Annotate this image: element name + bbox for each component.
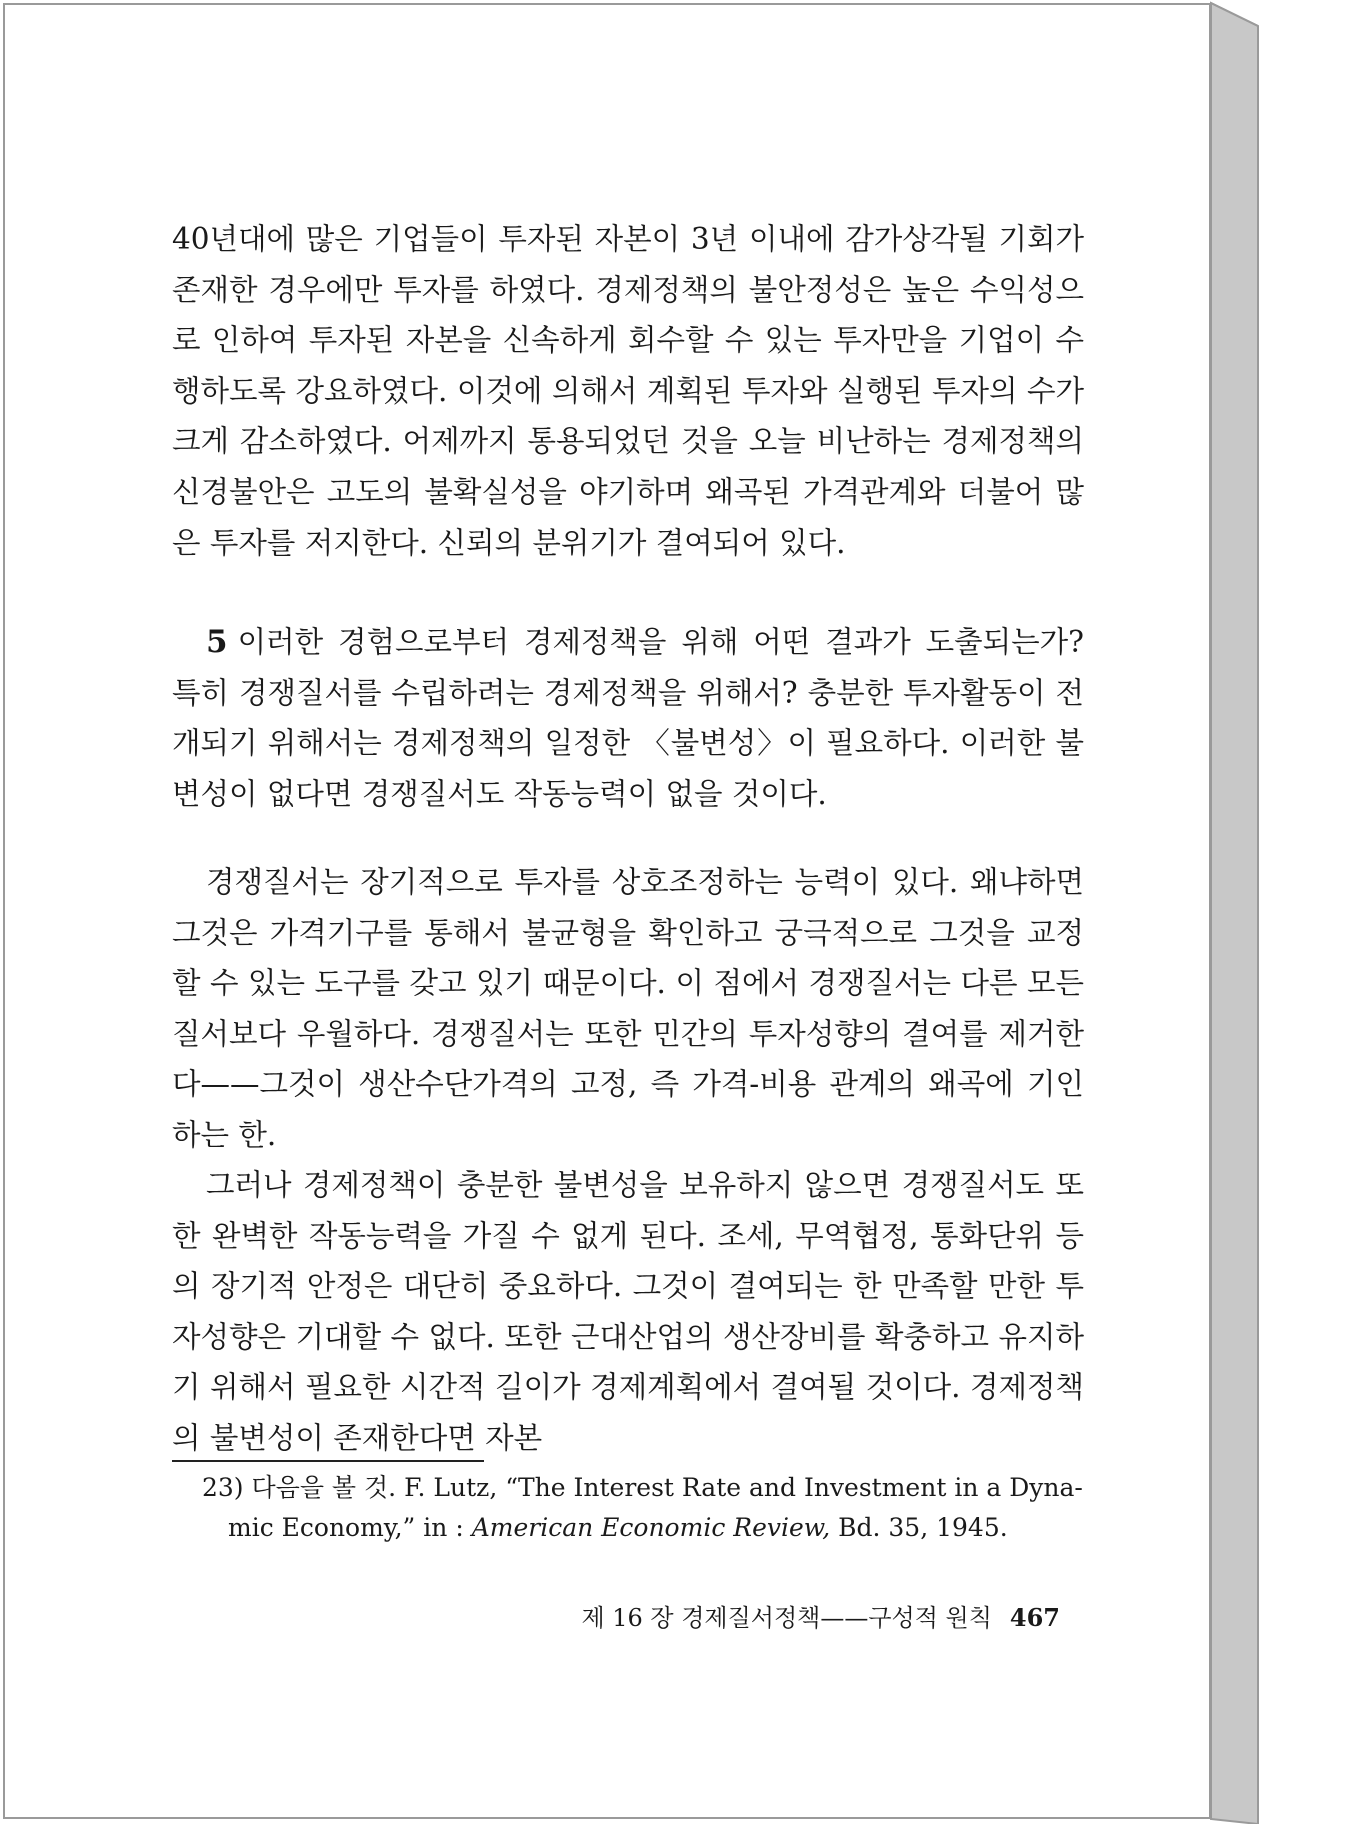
footnote-continuation — [202, 1508, 1084, 1548]
page-number: 467 — [1009, 1603, 1060, 1632]
paragraph-1: 40년대에 많은 기업들이 투자된 자본이 3년 이내에 감가상각될 기회가 존재한 경우에만 투자를 하였다. 경제정책의 불안정성은 높은 수익성으로 인하여 투자된 자본을 신속하게 회수할 수 있는 투자만을 기업이 수행하도록 강요하였다. 이것에 의해서 계획된 투자와 실행된 투자의 수가 크게 감소하였다. 어제까지 통용되었던 것을 오늘 비난하는 경제정책의 신경불안은 고도의 불확실성을 야기하며 왜곡된 가격관계와 더불어 많은 투자를 저지한다. 신뢰의 분위기가 결여되어 있다. — [172, 222, 1084, 560]
paragraph-2-text: 이러한 경험으로부터 경제정책을 위해 어떤 결과가 도출되는가? 특히 경쟁질서를 수립하려는 경제정책을 위해서? 충분한 투자활동이 전개되기 위해서는 경제정책의 일정한 〈불변성〉이 필요하다. 이러한 불변성이 없다면 경쟁질서도 작동능력이 없을 것이다. — [172, 625, 1084, 811]
paragraph-2 — [172, 617, 1084, 819]
paragraph-4: 그러나 경제정책이 충분한 불변성을 보유하지 않으면 경쟁질서도 또한 완벽한 작동능력을 가질 수 없게 된다. 조세, 무역협정, 통화단위 등의 장기적 안정은 대단히 중요하다. 그것이 결여되는 한 만족할 만한 투자성향은 기대할 수 없다. 또한 근대산업의 생산장비를 확충하고 유지하기 위해서 필요한 시간적 길이가 경제계획에서 결여될 것이다. 경제정책의 불변성이 존재한다면 자본 — [172, 1168, 1084, 1455]
footnote-rule — [172, 1460, 484, 1462]
running-head: 제 16 장 경제질서정책——구성적 원칙 — [581, 1604, 992, 1632]
footnote-lead: 다음을 볼 것. F. Lutz, “The Interest Rate and Investment in a Dyna- — [251, 1473, 1083, 1502]
page-footer — [560, 1600, 1060, 1636]
footnote-cont-b: Bd. 35, 1945. — [830, 1513, 1008, 1542]
footnote-marker: 23) — [202, 1473, 244, 1502]
footnote — [202, 1468, 1084, 1548]
footnote-journal: American Economic Review, — [471, 1513, 831, 1542]
paragraph-3: 경쟁질서는 장기적으로 투자를 상호조정하는 능력이 있다. 왜냐하면 그것은 가격기구를 통해서 불균형을 확인하고 궁극적으로 그것을 교정할 수 있는 도구를 갖고 있기 때문이다. 이 점에서 경쟁질서는 다른 모든 질서보다 우월하다. 경쟁질서는 또한 민간의 투자성향의 결여를 제거한다——그것이 생산수단가격의 고정, 즉 가격-비용 관계의 왜곡에 기인하는 한. — [172, 865, 1084, 1152]
section-number: 5 — [206, 624, 228, 660]
footnote-cont-a: mic Economy,” in : — [228, 1513, 472, 1542]
